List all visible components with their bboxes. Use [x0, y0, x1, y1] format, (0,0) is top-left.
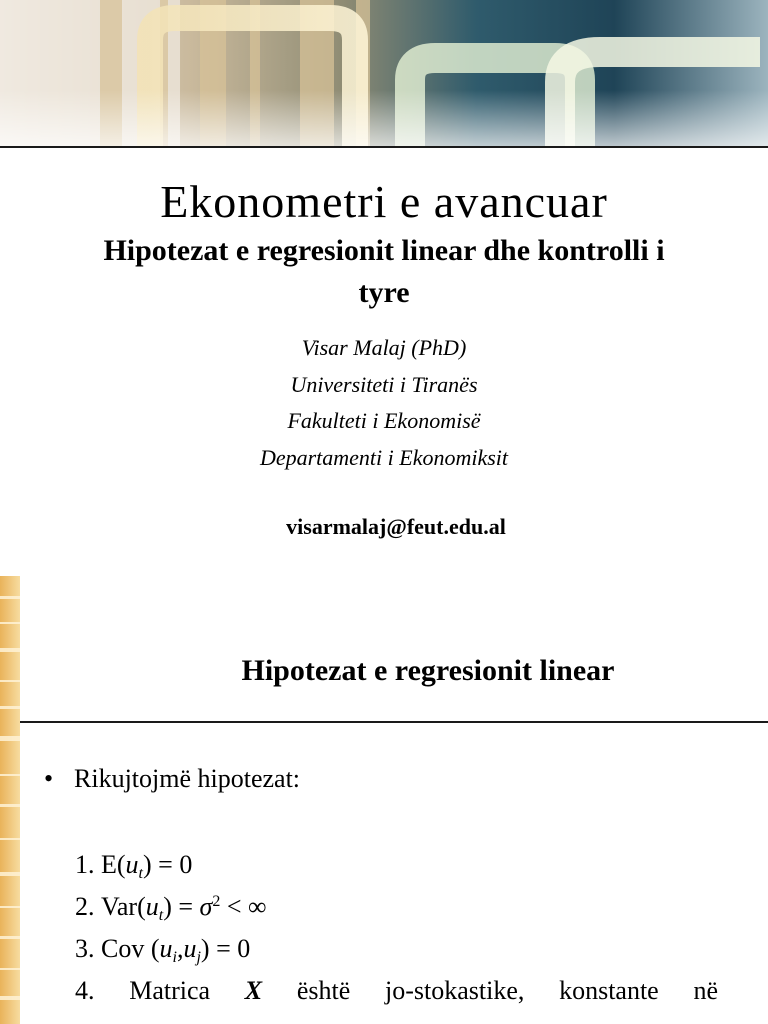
hypothesis-3: 3. Cov $(u_i,u_j) = 0$ [75, 934, 251, 966]
title-divider [20, 721, 768, 723]
hypothesis-4: 4. Matrica X është jo-stokastike, konstante në [75, 976, 718, 1005]
author-block [0, 330, 768, 476]
decorative-sidebar [0, 576, 20, 1024]
author-email: visarmalaj@feut.edu.al [286, 514, 506, 539]
author-name: Visar Malaj (PhD) [301, 335, 467, 360]
content-slide [0, 576, 768, 1024]
author-university: Universiteti i Tiranës [290, 371, 478, 397]
author-department: Departamenti i Ekonomiksit [259, 444, 509, 470]
header-divider [0, 146, 768, 148]
hypothesis-2: 2. $Var(u_t) = \sigma^2$ < ∞ [75, 892, 267, 924]
author-faculty: Fakulteti i Ekonomisë [287, 408, 481, 434]
hypotheses-list [75, 844, 718, 1012]
decorative-banner [0, 0, 768, 146]
slide-title: Hipotezat e regresionit linear [241, 654, 615, 687]
slide-title: Ekonometri e avancuar [160, 176, 608, 227]
bullet-dot: • [44, 764, 54, 793]
slide-subtitle: Hipotezat e regresionit linear dhe kontrolli i tyre [103, 234, 665, 309]
hypothesis-1: 1. $E(u_t) = 0$ [75, 850, 193, 882]
bullet-text: Rikujtojmë hipotezat: [74, 764, 301, 793]
bullet-item [44, 762, 300, 796]
